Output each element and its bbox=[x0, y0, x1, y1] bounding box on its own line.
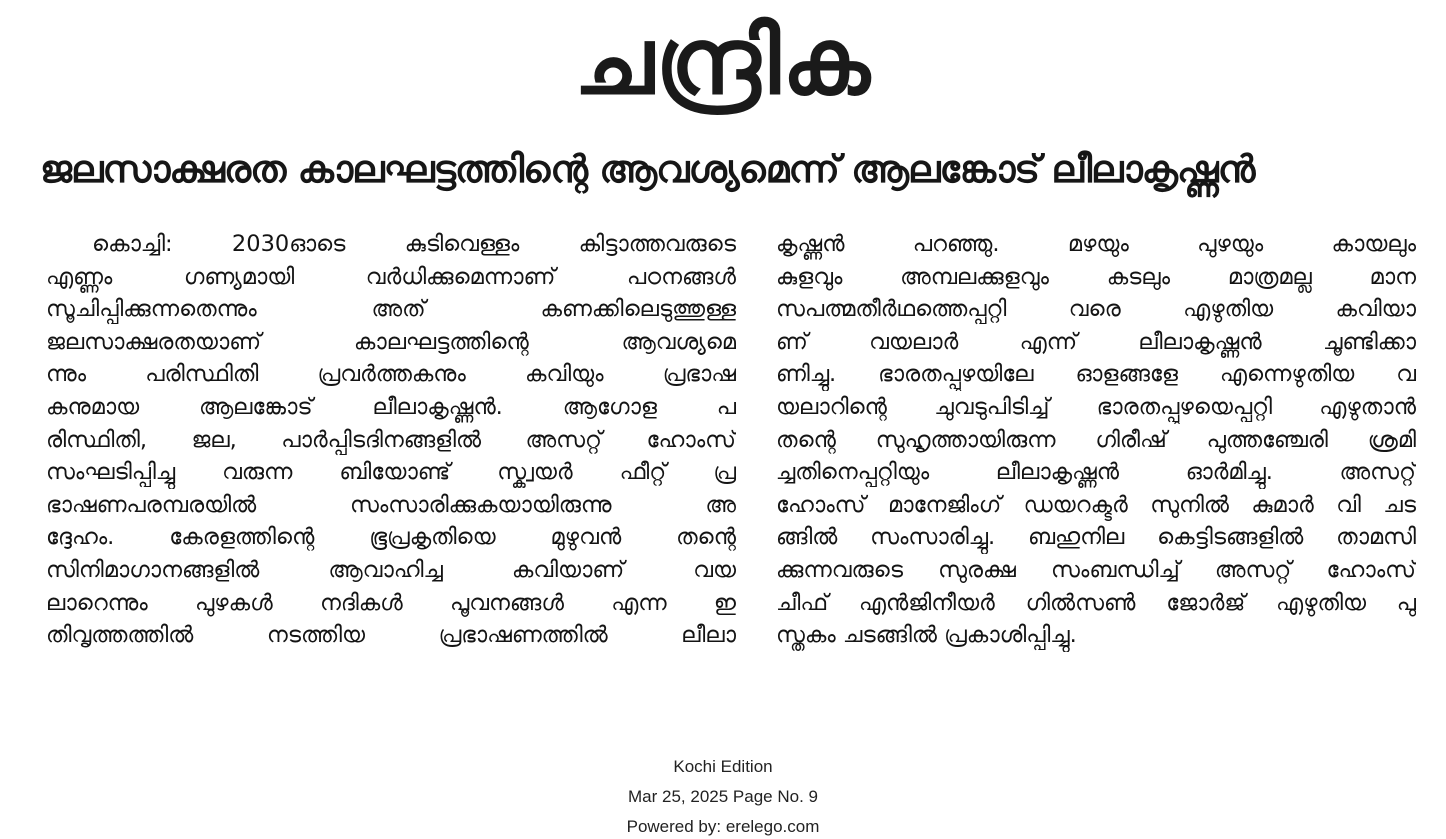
article-line: ദ്ദേഹം. കേരളത്തിന്റെ ഭൂപ്രകൃതിയെ മുഴുവൻ തന്റെ bbox=[46, 524, 736, 551]
article-line: എണ്ണം ഗണ്യമായി വർധിക്കുമെന്നാണ് പഠനങ്ങൾ bbox=[46, 263, 736, 290]
article-line: തന്റെ സുഹൃത്തായിരുന്ന ഗിരീഷ് പുത്തഞ്ചേരി ശ്രമി bbox=[776, 426, 1416, 453]
article-line: സപത്മതീർഥത്തെപ്പറ്റി വരെ എഴുതിയ കവിയാ bbox=[776, 296, 1416, 323]
article-line: ണ് വയലാർ എന്ന് ലീലാകൃഷ്ണൻ ചൂണ്ടിക്കാ bbox=[776, 328, 1416, 355]
article-line: യലാറിന്റെ ചുവടുപിടിച്ച് ഭാരതപ്പുഴയെപ്പറ്റി എഴുതാൻ bbox=[776, 393, 1416, 420]
article-line: ജലസാക്ഷരതയാണ് കാലഘട്ടത്തിന്റെ ആവശ്യമെ bbox=[46, 328, 736, 355]
article-line: രിസ്ഥിതി, ജല, പാർപ്പിടദിനങ്ങളിൽ അസറ്റ് ഹോംസ് bbox=[46, 426, 736, 453]
article-line: തിവൃത്തത്തിൽ നടത്തിയ പ്രഭാഷണത്തിൽ ലീലാ bbox=[46, 622, 736, 649]
article-line: സൂചിപ്പിക്കുന്നതെന്നും അത് കണക്കിലെടുത്തുള്ള bbox=[46, 296, 736, 323]
article-line: സിനിമാഗാനങ്ങളിൽ ആവാഹിച്ച കവിയാണ് വയ bbox=[46, 556, 736, 583]
article-column-right bbox=[776, 228, 1416, 738]
article-line: ലാറെന്നും പുഴകൾ നദികൾ പൂവനങ്ങൾ എന്ന ഇ bbox=[46, 589, 736, 616]
article-line: കൃഷ്ണൻ പറഞ്ഞു. മഴയും പുഴയും കായലും bbox=[776, 231, 1416, 257]
footer-date-page: Mar 25, 2025 Page No. 9 bbox=[628, 787, 818, 806]
article-line: സ്തകം ചടങ്ങിൽ പ്രകാശിപ്പിച്ചു. bbox=[776, 622, 1077, 649]
article-line: ഹോംസ് മാനേജിംഗ് ഡയറക്ടർ സുനിൽ കുമാർ വി ചട bbox=[776, 491, 1416, 518]
article-column-left bbox=[46, 228, 736, 738]
article-line: ചീഫ് എൻജിനീയർ ഗിൽസൺ ജോർജ് എഴുതിയ പു bbox=[776, 589, 1416, 616]
article-line: ഭാഷണപരമ്പരയിൽ സംസാരിക്കുകയായിരുന്നു അ bbox=[46, 491, 736, 518]
article-line: കൊച്ചി: 2030ഓടെ കുടിവെള്ളം കിട്ടാത്തവരുടെ bbox=[92, 231, 736, 257]
newspaper-masthead-logo: ചന്ദ്രിക bbox=[574, 8, 872, 115]
footer-powered-by: Powered by: erelego.com bbox=[626, 817, 820, 836]
article-line: ന്നും പരിസ്ഥിതി പ്രവർത്തകനും കവിയും പ്രഭാഷ bbox=[46, 361, 736, 388]
article-headline: ജലസാക്ഷരത കാലഘട്ടത്തിന്റെ ആവശ്യമെന്ന് ആലങ്കോട് ലീലാകൃഷ്ണൻ bbox=[40, 147, 1255, 191]
article-line: ച്ചതിനെപ്പറ്റിയും ലീലാകൃഷ്ണൻ ഓർമിച്ചു. അസറ്റ് bbox=[776, 459, 1416, 486]
article-line: ക്കുന്നവരുടെ സുരക്ഷ സംബന്ധിച്ച് അസറ്റ് ഹോംസ് bbox=[776, 556, 1416, 583]
article-line: ങ്ങിൽ സംസാരിച്ചു. ബഹുനില കെട്ടിടങ്ങളിൽ താമസി bbox=[776, 524, 1416, 551]
article-line: കുളവും അമ്പലക്കുളവും കടലും മാത്രമല്ല മാന bbox=[776, 263, 1416, 290]
article-line: കനുമായ ആലങ്കോട് ലീലാകൃഷ്ണൻ. ആഗോള പ bbox=[46, 393, 736, 420]
article-line: ണിച്ചു. ഭാരതപ്പുഴയിലേ ഓളങ്ങളേ എന്നെഴുതിയ വ bbox=[776, 361, 1416, 388]
article-line: സംഘടിപ്പിച്ചു വരുന്ന ബിയോണ്ട് സ്ക്വയർ ഫീറ്റ് പ്ര bbox=[46, 459, 736, 486]
footer-edition: Kochi Edition bbox=[673, 757, 773, 776]
